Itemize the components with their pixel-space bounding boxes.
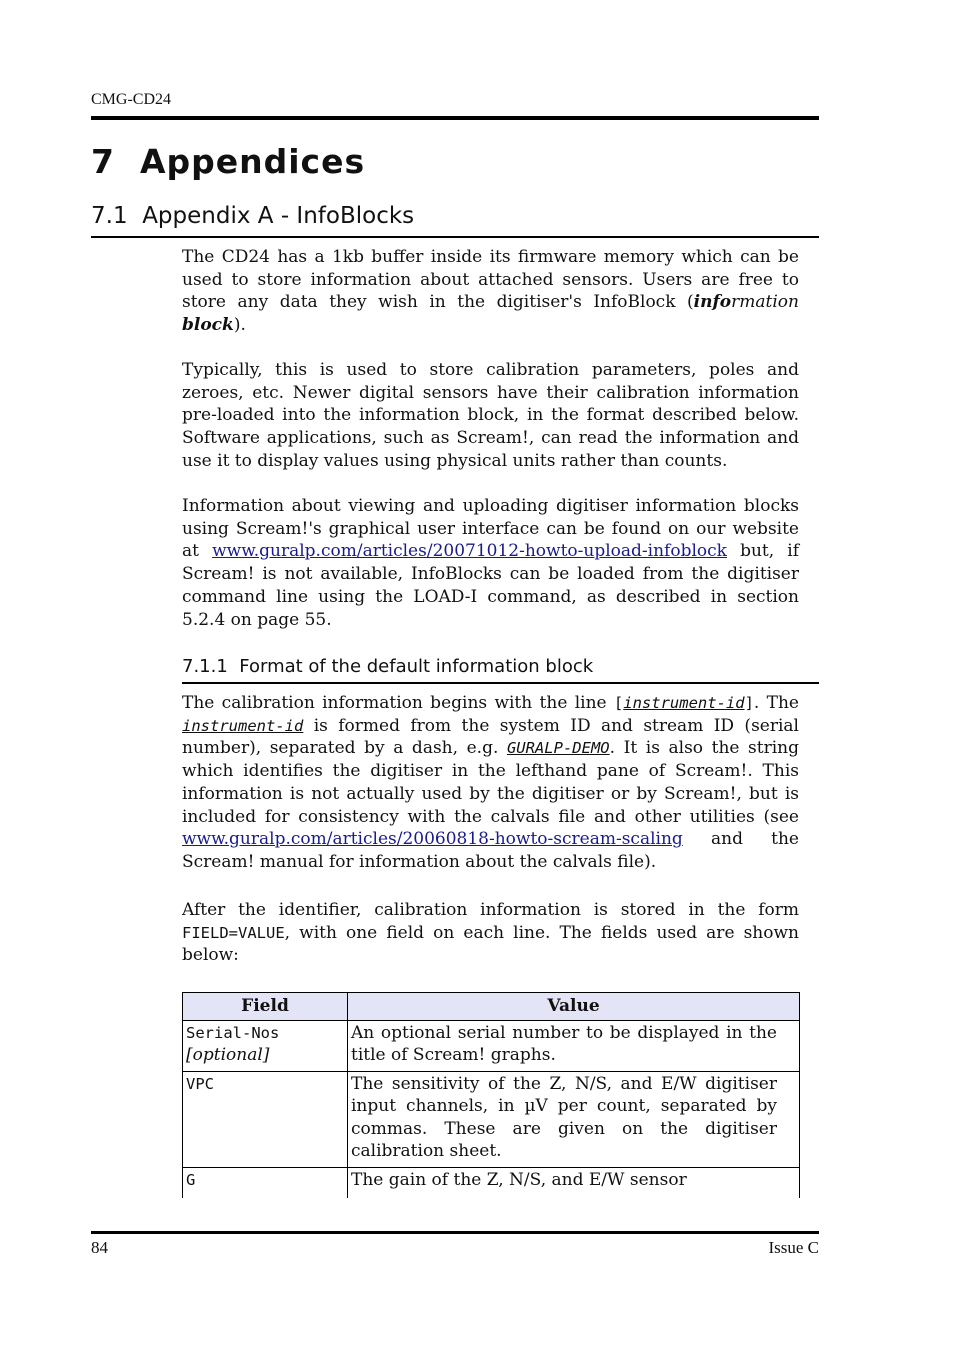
header-value: Value [348, 993, 800, 1021]
paragraph-calibration-format: The calibration information begins with the line [instrument-id]. The instrument-id is formed from the system ID and stream ID (serial number), separated by a dash, e.g. GURALP-DEMO. It is also the string which identifies the digitiser in the lefthand pane of Scream!. This information is not actually used by the digitiser or by Scream!, but is included for consistency with the calvals file and other utilities (see www.guralp.com/articles/20060818-howto-scream-scaling and the Scream! manual for information about the calvals file). [182, 693, 800, 872]
issue-label: Issue C [768, 1238, 819, 1257]
scream-scaling-link[interactable]: www.guralp.com/articles/20060818-howto-scream-scaling [182, 829, 683, 850]
table-row [183, 1071, 800, 1167]
field-cell: G [183, 1167, 348, 1198]
table-row [183, 1020, 800, 1071]
example-id: GURALP-DEMO [506, 739, 610, 758]
chapter-number: 7 [91, 142, 115, 181]
fields-table [182, 992, 800, 1198]
value-cell: An optional serial number to be displayed in the title of Scream! graphs. [348, 1020, 800, 1071]
infoblock-upload-link[interactable]: www.guralp.com/articles/20071012-howto-upload-infoblock [212, 541, 727, 562]
subsection-title: Format of the default information block [239, 656, 594, 677]
chapter-title: Appendices [139, 142, 366, 181]
paragraph-typical-use: Typically, this is used to store calibration parameters, poles and zeroes, etc. Newer digital sensors have their calibration information pre-loaded into the information block, in the format described below. Software applications, such as Scream!, can read the information and use it to display values using physical units rather than counts. [182, 360, 799, 471]
paragraph-infoblock-intro: The CD24 has a 1kb buffer inside its firmware memory which can be used to store information about attached sensors. Users are free to store any data they wish in the digitiser's InfoBlock (information block). [182, 247, 799, 336]
paragraph-upload-info: Information about viewing and uploading digitiser information blocks using Scream!'s graphical user interface can be found on our website at www.guralp.com/articles/20071012-howto-upload-infoblock but, if Scream! is not available, InfoBlocks can be loaded from the digitiser command line using the LOAD-I command, as described in section 5.2.4 on page 55. [182, 496, 800, 630]
value-cell: The sensitivity of the Z, N/S, and E/W digitiser input channels, in µV per count, separated by commas. These are given on the digitiser calibration sheet. [348, 1071, 800, 1167]
section-title: Appendix A - InfoBlocks [142, 203, 415, 229]
field-cell: Serial-Nos [optional] [183, 1020, 348, 1071]
table-header-row [183, 993, 800, 1021]
subsection-number: 7.1.1 [182, 656, 228, 677]
header-field: Field [183, 993, 348, 1021]
instrument-id-term: instrument-id [182, 716, 304, 735]
field-value-code: FIELD=VALUE [182, 923, 285, 942]
field-cell: VPC [183, 1071, 348, 1167]
paragraph-field-value: After the identifier, calibration information is stored in the form FIELD=VALUE, with one field on each line. The fields used are shown below: [182, 900, 799, 966]
table-row [183, 1167, 800, 1198]
value-cell: The gain of the Z, N/S, and E/W sensor [348, 1167, 800, 1198]
section-number: 7.1 [91, 203, 128, 229]
footer-rule [91, 1231, 819, 1234]
running-header: CMG-CD24 [91, 91, 172, 108]
page-number: 84 [91, 1238, 108, 1257]
instrument-id-term: instrument-id [623, 694, 745, 712]
